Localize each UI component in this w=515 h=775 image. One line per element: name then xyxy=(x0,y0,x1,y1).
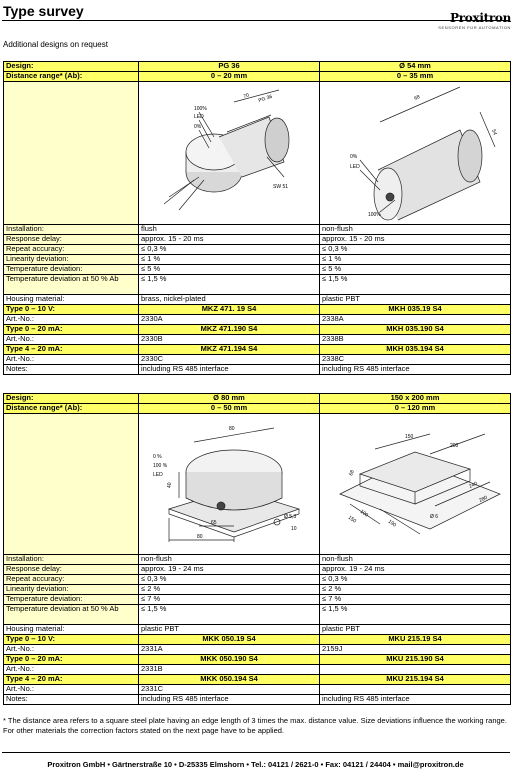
drawing-label: 100 xyxy=(358,508,370,519)
drawing-label: LED xyxy=(194,114,204,120)
distance-value: 0 – 120 mm xyxy=(320,404,511,414)
notes-value: including RS 485 interface xyxy=(139,694,320,704)
art-value: 2330B xyxy=(139,334,320,344)
distance-value: 0 – 50 mm xyxy=(139,404,320,414)
art-value xyxy=(320,684,511,694)
sensor-pg36-drawing xyxy=(139,82,320,221)
drawing-label: 80 xyxy=(229,426,235,432)
design-row xyxy=(4,394,511,404)
installation-label: Installation: xyxy=(4,554,139,564)
notes-value: including RS 485 interface xyxy=(320,694,511,704)
design-value: 150 x 200 mm xyxy=(320,394,511,404)
art-row xyxy=(4,354,511,364)
response-label: Response delay: xyxy=(4,564,139,574)
footnote: * The distance area refers to a square steel plate having an edge length of 3 times the max. distance value. Size deviations influence the working range. For other materials the correction factors stated on the next page have to be applied. xyxy=(3,716,507,735)
drawing-label: LED xyxy=(350,164,360,170)
installation-value: non-flush xyxy=(320,224,511,234)
type-4-20ma-value: MKH 035.194 S4 xyxy=(320,344,511,354)
drawing-row xyxy=(4,414,511,555)
repeat-row xyxy=(4,574,511,584)
art-row xyxy=(4,644,511,654)
notes-label: Notes: xyxy=(4,694,139,704)
drawing-label: 68 xyxy=(348,469,356,477)
art-row xyxy=(4,684,511,694)
type-table-1 xyxy=(3,61,511,375)
art-value: 2330A xyxy=(139,314,320,324)
type-10v-value: MKK 050.19 S4 xyxy=(139,634,320,644)
temp50-row xyxy=(4,604,511,624)
distance-row xyxy=(4,404,511,414)
page-title: Type survey xyxy=(3,3,84,19)
type-20ma-value: MKZ 471.190 S4 xyxy=(139,324,320,334)
title-rule xyxy=(2,20,510,21)
art-value: 2338A xyxy=(320,314,511,324)
art-value: 2338B xyxy=(320,334,511,344)
repeat-value: ≤ 0,3 % xyxy=(139,574,320,584)
art-value: 2159J xyxy=(320,644,511,654)
type-10v-value: MKH 035.19 S4 xyxy=(320,304,511,314)
installation-value: non-flush xyxy=(320,554,511,564)
housing-value: plastic PBT xyxy=(139,624,320,634)
type-4-20ma-value: MKK 050.194 S4 xyxy=(139,674,320,684)
art-label: Art.-No.: xyxy=(4,644,139,654)
drawing-label: 0% xyxy=(194,124,202,130)
drawing-label: 100 % xyxy=(153,463,168,469)
logo-tagline: SENSOREN FÜR AUTOMATION xyxy=(438,25,511,30)
type-10v-row xyxy=(4,634,511,644)
housing-label: Housing material: xyxy=(4,624,139,634)
temperature-value: ≤ 7 % xyxy=(139,594,320,604)
page-subtitle: Additional designs on request xyxy=(3,40,108,49)
temp50-label: Temperature deviation at 50 % Ab xyxy=(4,604,139,624)
temperature-label: Temperature deviation: xyxy=(4,264,139,274)
drawing-label: 65 xyxy=(211,520,217,526)
distance-label: Distance range* (Ab): xyxy=(4,72,139,82)
type-10v-label: Type 0 – 10 V: xyxy=(4,634,139,644)
repeat-label: Repeat accuracy: xyxy=(4,244,139,254)
drawing-label: 70 xyxy=(242,92,250,100)
temperature-value: ≤ 5 % xyxy=(139,264,320,274)
art-row xyxy=(4,334,511,344)
response-row xyxy=(4,234,511,244)
footer-rule xyxy=(2,752,510,753)
drawing-label: 80 xyxy=(197,534,203,540)
company-logo xyxy=(438,11,511,30)
design-value: Ø 54 mm xyxy=(320,62,511,72)
response-value: approx. 15 - 20 ms xyxy=(320,234,511,244)
drawing-label: 68 xyxy=(413,94,421,102)
housing-value: brass, nickel-plated xyxy=(139,294,320,304)
type-4-20ma-value: MKU 215.194 S4 xyxy=(320,674,511,684)
distance-value: 0 – 35 mm xyxy=(320,72,511,82)
temp50-value: ≤ 1,5 % xyxy=(139,604,320,624)
drawing-label: Ø 5,3 xyxy=(284,514,297,520)
type-10v-value: MKZ 471. 19 S4 xyxy=(139,304,320,314)
drawing-label: 0% xyxy=(350,154,358,160)
drawing-cell xyxy=(139,82,320,225)
linearity-value: ≤ 1 % xyxy=(320,254,511,264)
drawing-label: 150 xyxy=(346,514,358,525)
drawing-label: 280 xyxy=(478,494,489,504)
linearity-row xyxy=(4,584,511,594)
drawing-label: 190 xyxy=(386,518,398,529)
distance-label: Distance range* (Ab): xyxy=(4,404,139,414)
notes-row xyxy=(4,694,511,704)
repeat-value: ≤ 0,3 % xyxy=(320,244,511,254)
temp50-value: ≤ 1,5 % xyxy=(320,604,511,624)
type-4-20ma-value: MKZ 471.194 S4 xyxy=(139,344,320,354)
response-label: Response delay: xyxy=(4,234,139,244)
repeat-label: Repeat accuracy: xyxy=(4,574,139,584)
sensor-rect-drawing xyxy=(320,414,511,551)
housing-value: plastic PBT xyxy=(320,624,511,634)
drawing-label: 200 xyxy=(450,443,459,449)
drawing-label: 40 xyxy=(167,482,173,488)
type-10v-row xyxy=(4,304,511,314)
design-value: PG 36 xyxy=(139,62,320,72)
installation-label: Installation: xyxy=(4,224,139,234)
temperature-row xyxy=(4,594,511,604)
art-label: Art.-No.: xyxy=(4,664,139,674)
drawing-label: 10 xyxy=(291,526,297,532)
type-10v-value: MKU 215.19 S4 xyxy=(320,634,511,644)
notes-label: Notes: xyxy=(4,364,139,374)
drawing-label: 100% xyxy=(368,212,381,218)
type-20ma-label: Type 0 – 20 mA: xyxy=(4,654,139,664)
distance-row xyxy=(4,72,511,82)
housing-row xyxy=(4,294,511,304)
drawing-label: SW 51 xyxy=(273,184,289,190)
repeat-row xyxy=(4,244,511,254)
linearity-value: ≤ 2 % xyxy=(139,584,320,594)
art-label: Art.-No.: xyxy=(4,314,139,324)
housing-label: Housing material: xyxy=(4,294,139,304)
type-table-2 xyxy=(3,393,511,705)
linearity-value: ≤ 1 % xyxy=(139,254,320,264)
art-label: Art.-No.: xyxy=(4,334,139,344)
drawing-label: 54 xyxy=(490,128,498,136)
company-address: Proxitron GmbH • Gärtnerstraße 10 • D-25335 Elmshorn • Tel.: 04121 / 2621-0 • Fax: 04121 / 24404 • mail@proxitron.de xyxy=(47,760,464,769)
temp50-label: Temperature deviation at 50 % Ab xyxy=(4,274,139,294)
art-value: 2331B xyxy=(139,664,320,674)
type-4-20ma-label: Type 4 – 20 mA: xyxy=(4,674,139,684)
temp50-value: ≤ 1,5 % xyxy=(320,274,511,294)
response-row xyxy=(4,564,511,574)
installation-row xyxy=(4,554,511,564)
art-value: 2331C xyxy=(139,684,320,694)
design-row xyxy=(4,62,511,72)
drawing-label: 100% xyxy=(194,106,207,112)
sensor-d54-drawing xyxy=(320,82,511,221)
repeat-value: ≤ 0,3 % xyxy=(139,244,320,254)
type-4-20ma-row xyxy=(4,674,511,684)
drawing-label: 240 xyxy=(468,480,479,490)
type-20ma-value: MKK 050.190 S4 xyxy=(139,654,320,664)
housing-value: plastic PBT xyxy=(320,294,511,304)
response-value: approx. 19 - 24 ms xyxy=(139,564,320,574)
drawing-label: PG 36 xyxy=(257,93,274,104)
art-value: 2338C xyxy=(320,354,511,364)
installation-row xyxy=(4,224,511,234)
installation-value: non-flush xyxy=(139,554,320,564)
drawing-cell xyxy=(139,414,320,555)
type-20ma-row xyxy=(4,324,511,334)
temperature-row xyxy=(4,264,511,274)
drawing-label: 150 xyxy=(405,434,414,440)
temp50-row xyxy=(4,274,511,294)
art-label: Art.-No.: xyxy=(4,684,139,694)
response-value: approx. 19 - 24 ms xyxy=(320,564,511,574)
temperature-value: ≤ 5 % xyxy=(320,264,511,274)
linearity-label: Linearity deviation: xyxy=(4,584,139,594)
drawing-label: Ø 6 xyxy=(430,514,439,520)
temperature-label: Temperature deviation: xyxy=(4,594,139,604)
art-row xyxy=(4,664,511,674)
temp50-value: ≤ 1,5 % xyxy=(139,274,320,294)
art-value: 2330C xyxy=(139,354,320,364)
art-label: Art.-No.: xyxy=(4,354,139,364)
design-value: Ø 80 mm xyxy=(139,394,320,404)
drawing-cell xyxy=(320,82,511,225)
drawing-cell xyxy=(320,414,511,555)
drawing-label: LED xyxy=(153,472,163,478)
repeat-value: ≤ 0,3 % xyxy=(320,574,511,584)
type-4-20ma-label: Type 4 – 20 mA: xyxy=(4,344,139,354)
linearity-value: ≤ 2 % xyxy=(320,584,511,594)
art-row xyxy=(4,314,511,324)
linearity-row xyxy=(4,254,511,264)
drawing-row xyxy=(4,82,511,225)
type-20ma-row xyxy=(4,654,511,664)
design-label: Design: xyxy=(4,62,139,72)
type-4-20ma-row xyxy=(4,344,511,354)
response-value: approx. 15 - 20 ms xyxy=(139,234,320,244)
linearity-label: Linearity deviation: xyxy=(4,254,139,264)
distance-value: 0 – 20 mm xyxy=(139,72,320,82)
notes-row xyxy=(4,364,511,374)
notes-value: including RS 485 interface xyxy=(320,364,511,374)
type-10v-label: Type 0 – 10 V: xyxy=(4,304,139,314)
drawing-label: 0 % xyxy=(153,454,162,460)
type-20ma-label: Type 0 – 20 mA: xyxy=(4,324,139,334)
type-20ma-value: MKH 035.190 S4 xyxy=(320,324,511,334)
type-20ma-value: MKU 215.190 S4 xyxy=(320,654,511,664)
installation-value: flush xyxy=(139,224,320,234)
notes-value: including RS 485 interface xyxy=(139,364,320,374)
sensor-d80-drawing xyxy=(139,414,320,551)
design-label: Design: xyxy=(4,394,139,404)
temperature-value: ≤ 7 % xyxy=(320,594,511,604)
art-value: 2331A xyxy=(139,644,320,654)
housing-row xyxy=(4,624,511,634)
logo-name: Proxitron xyxy=(450,11,511,25)
art-value xyxy=(320,664,511,674)
